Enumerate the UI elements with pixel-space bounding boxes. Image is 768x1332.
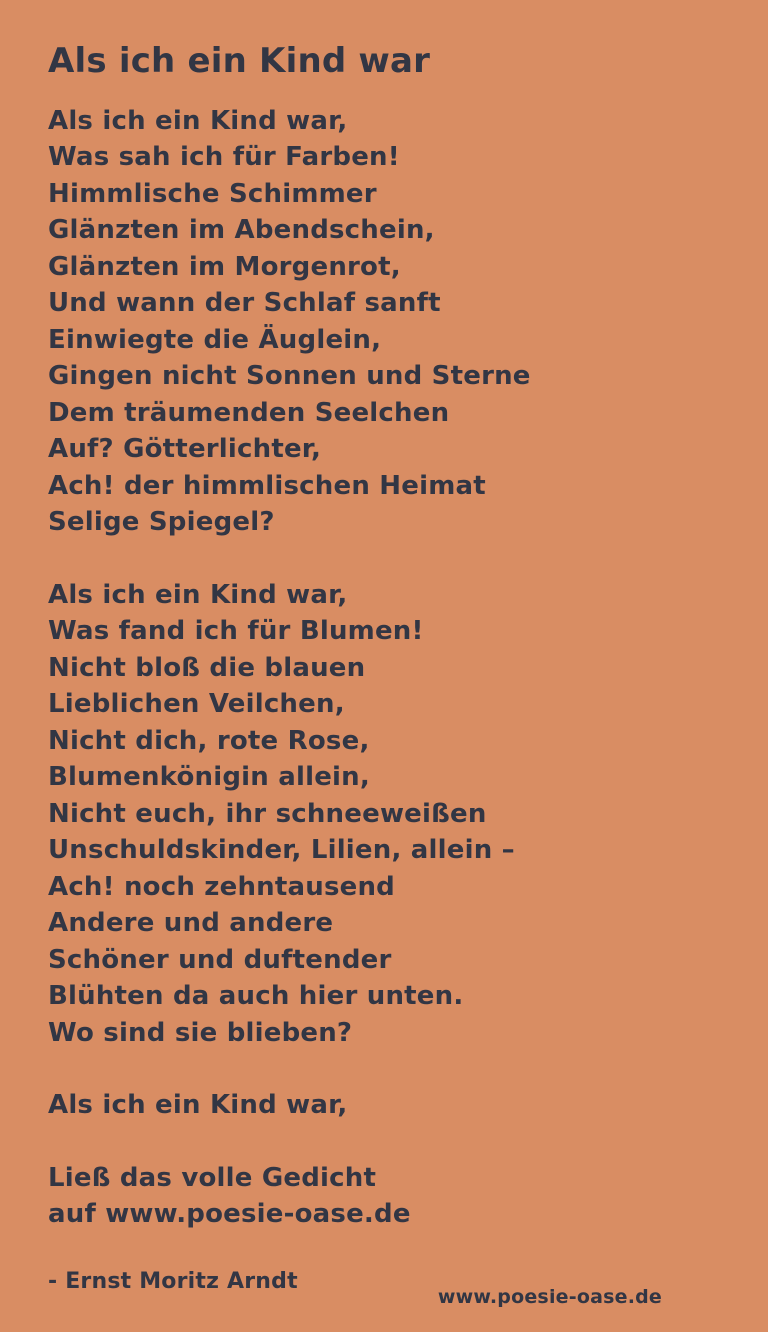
poem-line: Schöner und duftender (48, 944, 392, 975)
poem-line: Ach! noch zehntausend (48, 871, 395, 902)
poem-stanza-2 (48, 577, 724, 1052)
poem-line: Auf? Götterlichter, (48, 434, 322, 464)
poem-line: Dem träumenden Seelchen (48, 397, 450, 428)
poem-line: Was sah ich für Farben! (48, 142, 400, 172)
poem-line: Als ich ein Kind war, (48, 1090, 348, 1120)
poem-line: Nicht dich, rote Rose, (48, 725, 370, 756)
poem-cta (48, 1160, 724, 1233)
poem-line: Lieblichen Veilchen, (48, 689, 345, 719)
cta-line: auf www.poesie-oase.de (48, 1199, 411, 1229)
poem-line: Andere und andere (48, 908, 334, 938)
poem-line: Gingen nicht Sonnen und Sterne (48, 361, 531, 391)
poem-line: Glänzten im Abendschein, (48, 215, 435, 245)
poem-line: Als ich ein Kind war, (48, 105, 348, 136)
poem-line: Unschuldskinder, Lilien, allein – (48, 835, 515, 865)
poem-line: Blühten da auch hier unten. (48, 981, 464, 1011)
poem-title: Als ich ein Kind war (48, 41, 431, 81)
poem-line: Nicht euch, ihr schneeweißen (48, 798, 487, 829)
poem-stanza-1 (48, 103, 724, 541)
poem-line: Glänzten im Morgenrot, (48, 251, 401, 282)
poem-line: Selige Spiegel? (48, 507, 275, 537)
poem-line: Was fand ich für Blumen! (48, 616, 424, 646)
poem-author: - Ernst Moritz Arndt (48, 1268, 298, 1294)
poem-line: Einwiegte die Äuglein, (48, 324, 382, 355)
poem-line: Als ich ein Kind war, (48, 579, 348, 610)
poem-line: Und wann der Schlaf sanft (48, 288, 441, 318)
poem-line: Wo sind sie blieben? (48, 1017, 353, 1048)
poem-line: Himmlische Schimmer (48, 178, 377, 209)
poem-line: Nicht bloß die blauen (48, 652, 366, 683)
poem-stanza-3 (48, 1087, 724, 1124)
poem-line: Blumenkönigin allein, (48, 762, 370, 792)
site-watermark: www.poesie-oase.de (437, 1286, 662, 1308)
poem-line: Ach! der himmlischen Heimat (48, 470, 486, 501)
cta-line: Ließ das volle Gedicht (48, 1162, 377, 1193)
